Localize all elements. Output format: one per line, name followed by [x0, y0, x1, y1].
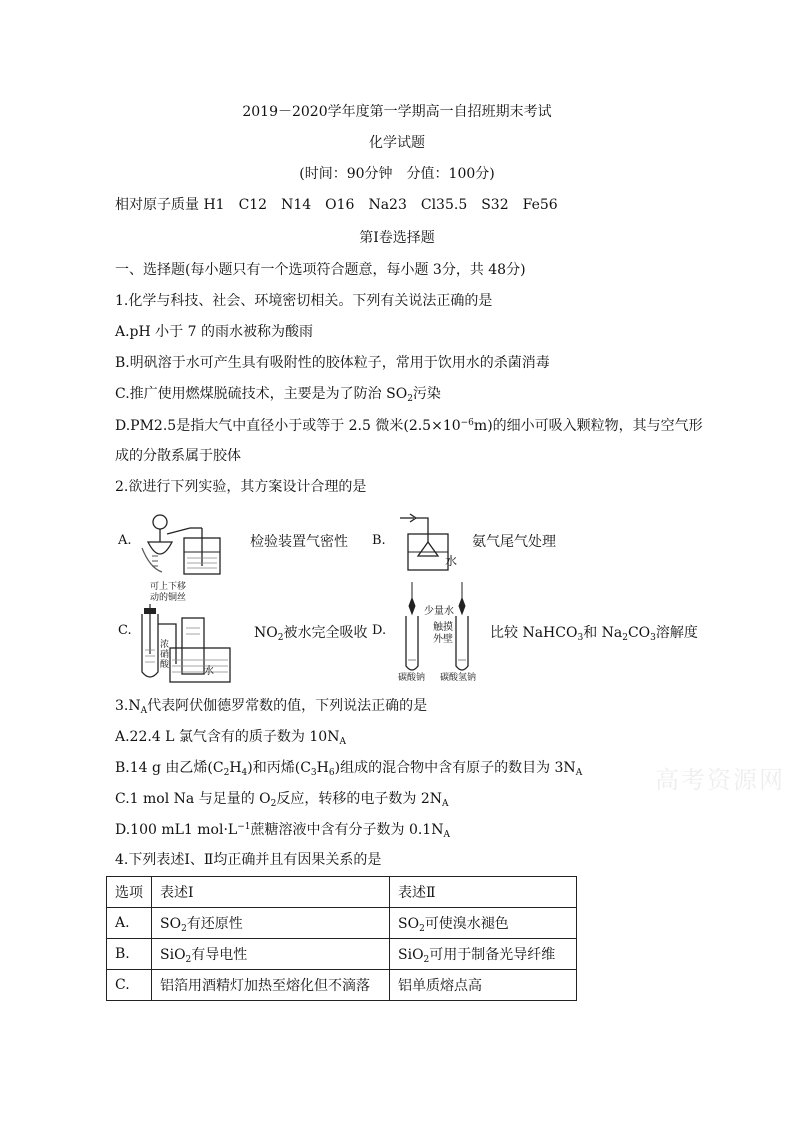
- q2-d-touch-label: 触摸外壁: [433, 622, 453, 645]
- q2-a-caption: 检验装置气密性: [250, 534, 348, 550]
- section-title: 第Ⅰ卷选择题: [359, 230, 435, 246]
- q2-b-letter: B.: [372, 533, 386, 548]
- table-row: [107, 908, 577, 939]
- table-cell: A.: [107, 908, 152, 939]
- table-cell: $SO_2$有还原性: [152, 908, 390, 939]
- q2-c-caption: $NO_2$被水完全吸收: [254, 625, 368, 643]
- table-header-row: [107, 877, 577, 908]
- table-row: [107, 939, 577, 970]
- q1-option-b: B.明矾溶于水可产生具有吸附性的胶体粒子，常用于饮用水的杀菌消毒: [115, 355, 550, 371]
- q1-option-d: D.PM2.5是指大气中直径小于或等于 2.5 微米$(2.5\times 10^{-6}m)$的细小可吸入颗粒物，其与空气形: [115, 418, 703, 434]
- time-score: (时间：90分钟 分值：100分): [299, 166, 495, 182]
- q3-option-c: C.1 mol Na 与足量的 $O_2$反应，转移的电子数为 $2N_A$: [115, 791, 449, 809]
- q1-option-a: A.pH 小于 7 的雨水被称为酸雨: [115, 324, 313, 340]
- header-cell: 表述Ⅱ: [390, 877, 577, 908]
- exam-title: 2019－2020学年度第一学期高一自招班期末考试: [242, 104, 552, 120]
- airtightness-apparatus-figure: [140, 508, 230, 578]
- watermark: 高考资源网: [655, 766, 785, 794]
- header-cell: 表述Ⅰ: [152, 877, 390, 908]
- table-cell: C.: [107, 970, 152, 1001]
- q3-option-a: A.22.4 L 氯气含有的质子数为 $10N_A$: [115, 729, 346, 747]
- q3-option-b: B.14 g 由乙烯$(C_2H_4)$和丙烯$(C_3H_6)$组成的混合物中含有原子的数目为 $3N_A$: [115, 760, 583, 778]
- q3-stem: $3.N_A$代表阿伏伽德罗常数的值，下列说法正确的是: [115, 698, 428, 716]
- q2-c-acid-label: 浓硝酸: [160, 640, 170, 670]
- q2-d-letter: D.: [372, 623, 387, 638]
- q2-a-letter: A.: [118, 533, 132, 548]
- atomic-mass-line: 相对原子质量 H1 C12 N14 O16 Na23 Cl35.5 S32 Fe56: [115, 197, 558, 213]
- q2-c-letter: C.: [118, 623, 132, 638]
- q2-b-water-label: 水: [445, 554, 458, 568]
- table-cell: $SO_2$可使溴水褪色: [390, 908, 577, 939]
- q2-c-water-label: 水: [204, 666, 214, 677]
- q2-d-left-label: 碳酸钠: [398, 673, 426, 683]
- table-cell: SiO$_2$可用于制备光导纤维: [390, 939, 577, 970]
- q4-stem: 4.下列表述Ⅰ、Ⅱ均正确并且有因果关系的是: [115, 852, 382, 868]
- q1-option-d-cont: 成的分散系属于胶体: [115, 448, 241, 464]
- table-cell: SiO$_2$有导电性: [152, 939, 390, 970]
- subject-title: 化学试题: [369, 135, 425, 151]
- part-one-heading: 一、选择题(每小题只有一个选项符合题意，每小题 3分，共 48分): [115, 262, 526, 278]
- table-cell: 铝单质熔点高: [390, 970, 577, 1001]
- q4-table: [106, 876, 577, 1001]
- table-cell: 铝箔用酒精灯加热至熔化但不滴落: [152, 970, 390, 1001]
- no2-absorption-figure: [136, 604, 236, 686]
- table-cell: B.: [107, 939, 152, 970]
- q1-option-c: C.推广使用燃煤脱硫技术，主要是为了防治 $SO_2$污染: [115, 386, 441, 404]
- header-cell: 选项: [107, 877, 152, 908]
- q2-c-copper-label: 可上下移 动的铜丝: [150, 582, 187, 603]
- q1-stem: 1.化学与科技、社会、环境密切相关。下列有关说法正确的是: [115, 293, 493, 309]
- q2-d-water-label: 少量水: [424, 606, 454, 617]
- table-row: [107, 970, 577, 1001]
- q2-d-caption: 比较 NaHCO$_3$和 $Na_2CO_3$溶解度: [490, 625, 698, 643]
- q2-b-caption: 氨气尾气处理: [472, 534, 556, 550]
- q2-stem: 2.欲进行下列实验，其方案设计合理的是: [115, 479, 367, 495]
- q3-option-d: D.100 mL1 $mol\cdot L^{-1}$蔗糖溶液中含有分子数为 $0.1N_A$: [115, 822, 450, 840]
- ammonia-absorption-figure: [398, 512, 450, 572]
- q2-d-right-label: 碳酸氢钠: [440, 673, 477, 683]
